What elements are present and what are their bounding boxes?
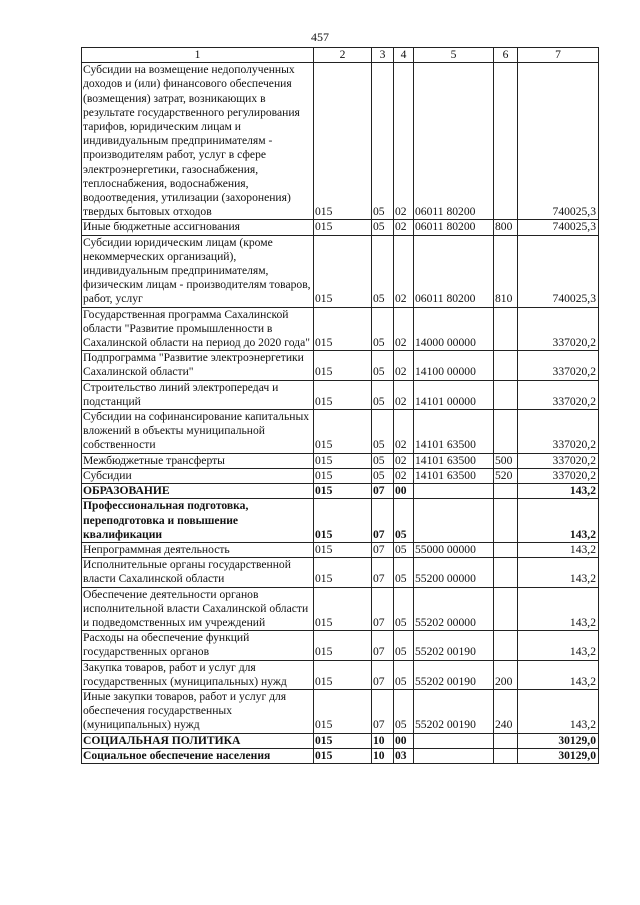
target-article-cell: 14101 63500 bbox=[414, 410, 494, 454]
subsection-cell: 02 bbox=[394, 63, 414, 220]
expense-type-cell bbox=[494, 351, 518, 380]
amount-cell: 337020,2 bbox=[518, 468, 599, 483]
section-cell: 07 bbox=[372, 689, 394, 733]
target-article-cell bbox=[414, 499, 494, 543]
amount-cell: 30129,0 bbox=[518, 748, 599, 763]
column-header: 3 bbox=[372, 48, 394, 63]
admin-code-cell: 015 bbox=[314, 410, 372, 454]
target-article-cell: 14101 63500 bbox=[414, 453, 494, 468]
budget-table bbox=[81, 47, 599, 764]
section-cell: 05 bbox=[372, 351, 394, 380]
target-article-cell bbox=[414, 748, 494, 763]
row-name-cell: Субсидии bbox=[82, 468, 314, 483]
section-cell: 05 bbox=[372, 63, 394, 220]
section-cell: 07 bbox=[372, 587, 394, 631]
column-header: 1 bbox=[82, 48, 314, 63]
section-cell: 05 bbox=[372, 220, 394, 235]
amount-cell: 337020,2 bbox=[518, 410, 599, 454]
subsection-cell: 00 bbox=[394, 733, 414, 748]
row-name-cell: Подпрограмма "Развитие электроэнергетики Сахалинской области" bbox=[82, 351, 314, 380]
admin-code-cell: 015 bbox=[314, 558, 372, 587]
expense-type-cell bbox=[494, 631, 518, 660]
subsection-cell: 05 bbox=[394, 542, 414, 557]
section-cell: 07 bbox=[372, 499, 394, 543]
admin-code-cell: 015 bbox=[314, 748, 372, 763]
expense-type-cell bbox=[494, 733, 518, 748]
section-cell: 07 bbox=[372, 660, 394, 689]
row-name-cell: ОБРАЗОВАНИЕ bbox=[82, 484, 314, 499]
amount-cell: 337020,2 bbox=[518, 380, 599, 409]
amount-cell: 337020,2 bbox=[518, 307, 599, 351]
table-row bbox=[82, 484, 599, 499]
admin-code-cell: 015 bbox=[314, 380, 372, 409]
row-name-cell: СОЦИАЛЬНАЯ ПОЛИТИКА bbox=[82, 733, 314, 748]
target-article-cell: 06011 80200 bbox=[414, 220, 494, 235]
target-article-cell: 55200 00000 bbox=[414, 558, 494, 587]
expense-type-cell: 500 bbox=[494, 453, 518, 468]
admin-code-cell: 015 bbox=[314, 307, 372, 351]
section-cell: 05 bbox=[372, 235, 394, 307]
subsection-cell: 02 bbox=[394, 220, 414, 235]
admin-code-cell: 015 bbox=[314, 351, 372, 380]
column-header: 2 bbox=[314, 48, 372, 63]
amount-cell: 143,2 bbox=[518, 558, 599, 587]
subsection-cell: 02 bbox=[394, 380, 414, 409]
admin-code-cell: 015 bbox=[314, 63, 372, 220]
table-row bbox=[82, 587, 599, 631]
amount-cell: 337020,2 bbox=[518, 351, 599, 380]
target-article-cell: 55202 00190 bbox=[414, 660, 494, 689]
admin-code-cell: 015 bbox=[314, 631, 372, 660]
row-name-cell: Социальное обеспечение населения bbox=[82, 748, 314, 763]
table-row bbox=[82, 380, 599, 409]
expense-type-cell bbox=[494, 558, 518, 587]
subsection-cell: 05 bbox=[394, 631, 414, 660]
row-name-cell: Непрограммная деятельность bbox=[82, 542, 314, 557]
table-row bbox=[82, 689, 599, 733]
subsection-cell: 02 bbox=[394, 410, 414, 454]
target-article-cell: 14101 63500 bbox=[414, 468, 494, 483]
admin-code-cell: 015 bbox=[314, 689, 372, 733]
section-cell: 05 bbox=[372, 307, 394, 351]
table-row bbox=[82, 235, 599, 307]
expense-type-cell bbox=[494, 63, 518, 220]
column-header: 6 bbox=[494, 48, 518, 63]
table-row bbox=[82, 542, 599, 557]
subsection-cell: 05 bbox=[394, 587, 414, 631]
row-name-cell: Субсидии юридическим лицам (кроме некоммерческих организаций), индивидуальным предпринимателям, физическим лицам - производителям товаров, работ, услуг bbox=[82, 235, 314, 307]
target-article-cell: 06011 80200 bbox=[414, 235, 494, 307]
section-cell: 05 bbox=[372, 410, 394, 454]
table-row bbox=[82, 453, 599, 468]
row-name-cell: Иные закупки товаров, работ и услуг для обеспечения государственных (муниципальных) нужд bbox=[82, 689, 314, 733]
admin-code-cell: 015 bbox=[314, 499, 372, 543]
admin-code-cell: 015 bbox=[314, 235, 372, 307]
row-name-cell: Строительство линий электропередач и подстанций bbox=[82, 380, 314, 409]
section-cell: 05 bbox=[372, 453, 394, 468]
admin-code-cell: 015 bbox=[314, 660, 372, 689]
row-name-cell: Профессиональная подготовка, переподготовка и повышение квалификации bbox=[82, 499, 314, 543]
expense-type-cell bbox=[494, 380, 518, 409]
admin-code-cell: 015 bbox=[314, 453, 372, 468]
target-article-cell: 55202 00190 bbox=[414, 631, 494, 660]
target-article-cell: 14000 00000 bbox=[414, 307, 494, 351]
table-row bbox=[82, 748, 599, 763]
table-row bbox=[82, 307, 599, 351]
amount-cell: 143,2 bbox=[518, 484, 599, 499]
expense-type-cell bbox=[494, 484, 518, 499]
amount-cell: 143,2 bbox=[518, 587, 599, 631]
subsection-cell: 05 bbox=[394, 558, 414, 587]
table-row bbox=[82, 63, 599, 220]
expense-type-cell: 240 bbox=[494, 689, 518, 733]
row-name-cell: Межбюджетные трансферты bbox=[82, 453, 314, 468]
amount-cell: 337020,2 bbox=[518, 453, 599, 468]
target-article-cell: 55202 00000 bbox=[414, 587, 494, 631]
row-name-cell: Государственная программа Сахалинской области "Развитие промышленности в Сахалинской области на период до 2020 года" bbox=[82, 307, 314, 351]
expense-type-cell: 810 bbox=[494, 235, 518, 307]
target-article-cell: 14100 00000 bbox=[414, 351, 494, 380]
table-row bbox=[82, 558, 599, 587]
target-article-cell: 55000 00000 bbox=[414, 542, 494, 557]
page-number: 457 bbox=[311, 30, 329, 44]
admin-code-cell: 015 bbox=[314, 468, 372, 483]
subsection-cell: 02 bbox=[394, 235, 414, 307]
section-cell: 07 bbox=[372, 484, 394, 499]
section-cell: 07 bbox=[372, 542, 394, 557]
amount-cell: 143,2 bbox=[518, 499, 599, 543]
section-cell: 07 bbox=[372, 631, 394, 660]
amount-cell: 143,2 bbox=[518, 660, 599, 689]
expense-type-cell bbox=[494, 410, 518, 454]
row-name-cell: Расходы на обеспечение функций государственных органов bbox=[82, 631, 314, 660]
subsection-cell: 03 bbox=[394, 748, 414, 763]
table-row bbox=[82, 468, 599, 483]
target-article-cell bbox=[414, 733, 494, 748]
row-name-cell: Субсидии на софинансирование капитальных вложений в объекты муниципальной собственности bbox=[82, 410, 314, 454]
row-name-cell: Исполнительные органы государственной власти Сахалинской области bbox=[82, 558, 314, 587]
expense-type-cell bbox=[494, 587, 518, 631]
row-name-cell: Обеспечение деятельности органов исполнительной власти Сахалинской области и подведомственных им учреждений bbox=[82, 587, 314, 631]
row-name-cell: Субсидии на возмещение недополученных доходов и (или) финансового обеспечения (возмещения) затрат, возникающих в результате государственного регулирования тарифов, юридическим лицам и индивидуальным предпринимателям - производителям работ, услуг в сфере электроэнергетики, газоснабжения, теплоснабжения, водоснабжения, водоотведения, утилизации (захоронения) твердых бытовых отходов bbox=[82, 63, 314, 220]
table-row bbox=[82, 410, 599, 454]
admin-code-cell: 015 bbox=[314, 484, 372, 499]
subsection-cell: 05 bbox=[394, 499, 414, 543]
section-cell: 10 bbox=[372, 748, 394, 763]
column-header: 5 bbox=[414, 48, 494, 63]
subsection-cell: 00 bbox=[394, 484, 414, 499]
section-cell: 10 bbox=[372, 733, 394, 748]
column-header: 4 bbox=[394, 48, 414, 63]
expense-type-cell bbox=[494, 307, 518, 351]
subsection-cell: 02 bbox=[394, 307, 414, 351]
subsection-cell: 02 bbox=[394, 453, 414, 468]
section-cell: 07 bbox=[372, 558, 394, 587]
admin-code-cell: 015 bbox=[314, 542, 372, 557]
subsection-cell: 02 bbox=[394, 468, 414, 483]
amount-cell: 143,2 bbox=[518, 689, 599, 733]
admin-code-cell: 015 bbox=[314, 220, 372, 235]
target-article-cell: 06011 80200 bbox=[414, 63, 494, 220]
expense-type-cell bbox=[494, 542, 518, 557]
target-article-cell: 14101 00000 bbox=[414, 380, 494, 409]
subsection-cell: 05 bbox=[394, 689, 414, 733]
table-header-row bbox=[82, 48, 599, 63]
table-row bbox=[82, 733, 599, 748]
expense-type-cell bbox=[494, 748, 518, 763]
target-article-cell: 55202 00190 bbox=[414, 689, 494, 733]
admin-code-cell: 015 bbox=[314, 733, 372, 748]
expense-type-cell: 200 bbox=[494, 660, 518, 689]
section-cell: 05 bbox=[372, 468, 394, 483]
row-name-cell: Закупка товаров, работ и услуг для государственных (муниципальных) нужд bbox=[82, 660, 314, 689]
subsection-cell: 02 bbox=[394, 351, 414, 380]
column-header: 7 bbox=[518, 48, 599, 63]
amount-cell: 740025,3 bbox=[518, 220, 599, 235]
amount-cell: 143,2 bbox=[518, 631, 599, 660]
expense-type-cell: 800 bbox=[494, 220, 518, 235]
table-row bbox=[82, 660, 599, 689]
subsection-cell: 05 bbox=[394, 660, 414, 689]
table-row bbox=[82, 631, 599, 660]
table-row bbox=[82, 220, 599, 235]
row-name-cell: Иные бюджетные ассигнования bbox=[82, 220, 314, 235]
table-row bbox=[82, 351, 599, 380]
admin-code-cell: 015 bbox=[314, 587, 372, 631]
expense-type-cell bbox=[494, 499, 518, 543]
amount-cell: 143,2 bbox=[518, 542, 599, 557]
target-article-cell bbox=[414, 484, 494, 499]
table-row bbox=[82, 499, 599, 543]
expense-type-cell: 520 bbox=[494, 468, 518, 483]
amount-cell: 740025,3 bbox=[518, 63, 599, 220]
amount-cell: 30129,0 bbox=[518, 733, 599, 748]
section-cell: 05 bbox=[372, 380, 394, 409]
amount-cell: 740025,3 bbox=[518, 235, 599, 307]
